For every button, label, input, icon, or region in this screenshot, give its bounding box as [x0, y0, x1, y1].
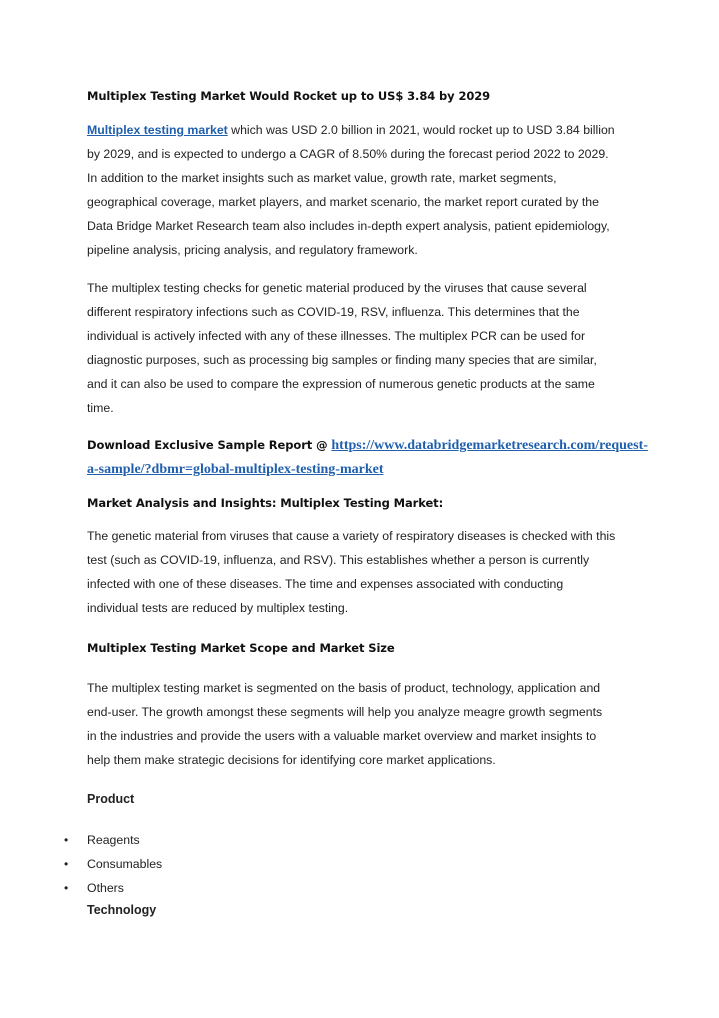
document-title: Multiplex Testing Market Would Rocket up to US$ 3.84 by 2029 [87, 89, 491, 103]
intro-line-3: In addition to the market insights such as market value, growth rate, market segments, [87, 171, 557, 185]
analysis-paragraph [87, 524, 647, 620]
bullet-icon: • [64, 833, 69, 847]
scope-heading: Multiplex Testing Market Scope and Market Size [87, 641, 395, 655]
testing-line-2: different respiratory infections such as COVID-19, RSV, influenza. This determines that the [87, 305, 580, 319]
testing-line-6: time. [87, 401, 114, 415]
analysis-heading: Market Analysis and Insights: Multiplex Testing Market: [87, 496, 444, 510]
bullet-icon: • [64, 857, 69, 871]
sample-report-link-cont[interactable]: a-sample/?dbmr=global-multiplex-testing-market [87, 462, 384, 477]
product-heading: Product [87, 792, 135, 806]
list-item: • Others [60, 876, 162, 900]
technology-heading: Technology [87, 903, 157, 917]
analysis-line-2: test (such as COVID-19, influenza, and RSV). This establishes whether a person is currently [87, 553, 590, 567]
list-item: • Consumables [60, 852, 162, 876]
scope-paragraph [87, 676, 647, 772]
download-link-wrap [87, 460, 384, 478]
bullet-icon: • [64, 881, 69, 895]
scope-line-4: help them make strategic decisions for identifying core market applications. [87, 753, 496, 767]
intro-line-4: geographical coverage, market players, and market scenario, the market report curated by the [87, 195, 599, 209]
download-label: Download Exclusive Sample Report @ [87, 438, 332, 452]
scope-line-1: The multiplex testing market is segmented on the basis of product, technology, application and [87, 681, 601, 695]
download-block [87, 436, 648, 454]
testing-paragraph [87, 276, 647, 420]
testing-line-4: diagnostic purposes, such as processing big samples or finding many species that are similar, [87, 353, 597, 367]
analysis-line-4: individual tests are reduced by multiplex testing. [87, 601, 349, 615]
intro-line-5: Data Bridge Market Research team also includes in-depth expert analysis, patient epidemiology, [87, 219, 610, 233]
intro-line-6: pipeline analysis, pricing analysis, and regulatory framework. [87, 243, 418, 257]
scope-line-3: in the industries and provide the users with a valuable market overview and market insights to [87, 729, 597, 743]
scope-line-2: end-user. The growth amongst these segments will help you analyze meagre growth segments [87, 705, 603, 719]
list-item: • Reagents [60, 828, 162, 852]
sample-report-link[interactable]: https://www.databridgemarketresearch.com/request- [331, 438, 648, 453]
analysis-line-1: The genetic material from viruses that cause a variety of respiratory diseases is checked with this [87, 529, 616, 543]
intro-line-1: Multiplex testing market which was USD 2.0 billion in 2021, would rocket up to USD 3.84 billion [87, 123, 615, 137]
market-link[interactable]: Multiplex testing market [87, 123, 228, 137]
product-list [60, 828, 162, 900]
testing-line-3: individual is actively infected with any of these illnesses. The multiplex PCR can be used for [87, 329, 586, 343]
intro-paragraph [87, 118, 647, 262]
analysis-line-3: infected with one of these diseases. The time and expenses associated with conducting [87, 577, 564, 591]
testing-line-5: and it can also be used to compare the expression of numerous genetic products at the same [87, 377, 595, 391]
testing-line-1: The multiplex testing checks for genetic material produced by the viruses that cause several [87, 281, 587, 295]
intro-line-2: by 2029, and is expected to undergo a CAGR of 8.50% during the forecast period 2022 to 2029. [87, 147, 609, 161]
